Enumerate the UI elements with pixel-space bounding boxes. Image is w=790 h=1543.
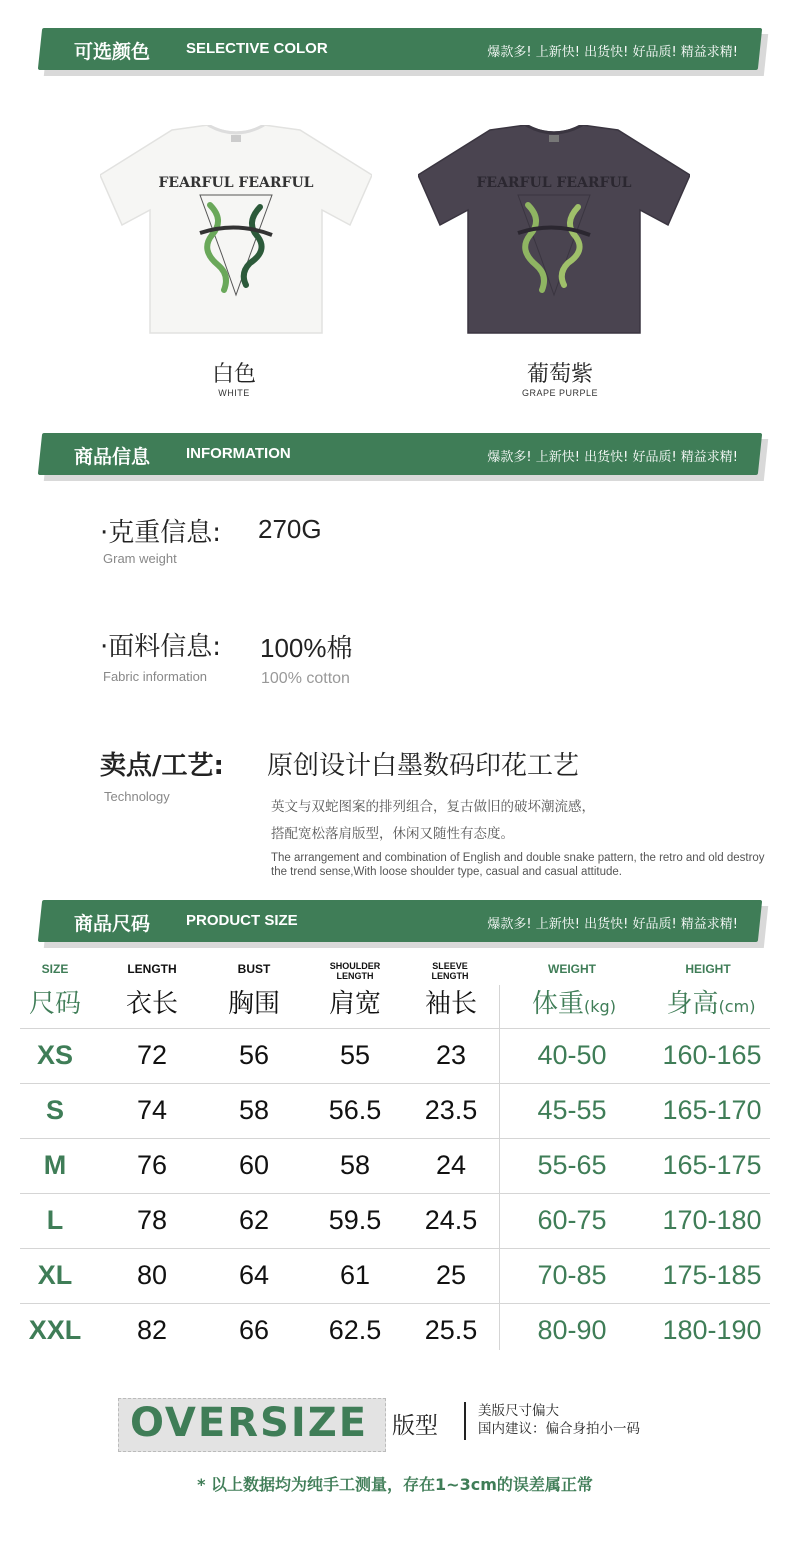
cell-sleeve: 24.5 — [424, 1205, 478, 1235]
row-divider — [20, 1303, 770, 1304]
banner-title-cn: 商品信息 — [74, 446, 151, 468]
row-divider — [20, 1028, 770, 1029]
cell-weight: 70-85 — [537, 1260, 607, 1290]
banner-title-cn: 商品尺码 — [74, 913, 151, 935]
row-divider — [20, 1193, 770, 1194]
cell-shoulder: 56.5 — [328, 1095, 382, 1125]
column-divider — [499, 985, 500, 1350]
cell-weight: 60-75 — [537, 1205, 607, 1235]
fit-note-line-1: 美版尺寸偏大 — [478, 1403, 559, 1419]
fit-divider — [464, 1402, 466, 1440]
header-shoulder-cn: 肩宽 — [328, 989, 381, 1019]
header-weight-en: WEIGHT — [548, 962, 596, 976]
cell-height: 160-165 — [662, 1040, 762, 1070]
print-text: FEARFUL FEARFUL — [158, 175, 314, 191]
cell-shoulder: 58 — [339, 1150, 371, 1180]
cell-bust: 58 — [238, 1095, 270, 1125]
cell-shoulder: 62.5 — [328, 1315, 382, 1345]
cell-length: 72 — [136, 1040, 168, 1070]
cell-weight: 45-55 — [537, 1095, 607, 1125]
cell-length: 74 — [136, 1095, 168, 1125]
header-size-cn: 尺码 — [28, 989, 81, 1019]
grape-purple-tshirt-image — [418, 125, 690, 335]
header-bust-cn: 胸围 — [227, 989, 280, 1019]
measurement-footnote: * 以上数据均为纯手工测量，存在1~3cm的误差属正常 — [197, 1475, 593, 1494]
weight-label-en: Gram weight — [103, 551, 177, 566]
banner-title-en: INFORMATION — [186, 445, 291, 462]
header-shoulder-en: SHOULDER LENGTH — [329, 961, 381, 981]
header-height-cn: 身高(cm) — [666, 989, 756, 1019]
cell-shoulder: 59.5 — [328, 1205, 382, 1235]
cell-size: L — [46, 1205, 64, 1235]
cell-bust: 66 — [238, 1315, 270, 1345]
cell-length: 82 — [136, 1315, 168, 1345]
banner-title-en: PRODUCT SIZE — [186, 912, 298, 929]
white-tshirt-image — [100, 125, 372, 335]
technology-label-en: Technology — [104, 789, 170, 804]
cell-size: M — [43, 1150, 67, 1180]
fabric-label-en: Fabric information — [103, 669, 208, 684]
fabric-value-en: 100% cotton — [261, 670, 350, 687]
banner-slogan: 爆款多! 上新快! 出货快! 好品质! 精益求精! — [487, 917, 738, 932]
cell-length: 76 — [136, 1150, 168, 1180]
fit-label: 版型 — [392, 1413, 438, 1439]
color-name-white-en: WHITE — [218, 388, 250, 398]
print-text: FEARFUL FEARFUL — [476, 175, 632, 191]
section-banner-color — [40, 28, 760, 70]
cell-shoulder: 61 — [339, 1260, 371, 1290]
cell-size: XS — [36, 1040, 74, 1070]
fit-note — [478, 1402, 640, 1438]
header-height-en: HEIGHT — [685, 962, 731, 976]
fabric-label: ·面料信息: — [100, 632, 222, 662]
color-name-purple-en: GRAPE PURPLE — [521, 388, 599, 398]
cell-size: XL — [37, 1260, 73, 1290]
cell-shoulder: 55 — [339, 1040, 371, 1070]
header-bust-en: BUST — [237, 962, 271, 976]
fabric-value: 100%棉 — [260, 633, 353, 663]
technology-value: 原创设计白墨数码印花工艺 — [267, 751, 580, 781]
cell-sleeve: 24 — [435, 1150, 467, 1180]
section-banner-info — [40, 433, 760, 475]
header-sleeve-en: SLEEVE LENGTH — [431, 961, 469, 981]
banner-slogan: 爆款多! 上新快! 出货快! 好品质! 精益求精! — [487, 45, 738, 60]
technology-desc-cn-2: 搭配宽松落肩版型，休闲又随性有态度。 — [271, 826, 514, 842]
technology-label: 卖点/工艺: — [100, 751, 224, 781]
cell-sleeve: 23.5 — [424, 1095, 478, 1125]
cell-bust: 64 — [238, 1260, 270, 1290]
color-name-purple: 葡萄紫 — [526, 362, 593, 387]
weight-label: ·克重信息: — [100, 518, 222, 548]
banner-slogan: 爆款多! 上新快! 出货快! 好品质! 精益求精! — [487, 450, 738, 465]
section-banner-size — [40, 900, 760, 942]
oversize-badge: OVERSIZE — [130, 1400, 369, 1446]
cell-weight: 80-90 — [537, 1315, 607, 1345]
header-weight-cn: 体重(kg) — [532, 989, 616, 1019]
cell-sleeve: 23 — [435, 1040, 467, 1070]
cell-length: 78 — [136, 1205, 168, 1235]
cell-height: 175-185 — [662, 1260, 762, 1290]
cell-bust: 56 — [238, 1040, 270, 1070]
row-divider — [20, 1083, 770, 1084]
cell-bust: 60 — [238, 1150, 270, 1180]
header-length-cn: 衣长 — [125, 989, 178, 1019]
cell-height: 165-175 — [662, 1150, 762, 1180]
color-name-white: 白色 — [211, 362, 256, 387]
header-length-en: LENGTH — [127, 962, 177, 976]
technology-desc-en: The arrangement and combination of English and double snake pattern, the retro and old destroy the trend sense,With loose shoulder type, casual and casual attitude. — [271, 852, 765, 878]
header-sleeve-cn: 袖长 — [424, 989, 477, 1019]
weight-value: 270G — [258, 514, 322, 544]
cell-weight: 40-50 — [537, 1040, 607, 1070]
row-divider — [20, 1138, 770, 1139]
cell-sleeve: 25.5 — [424, 1315, 478, 1345]
cell-length: 80 — [136, 1260, 168, 1290]
cell-sleeve: 25 — [435, 1260, 467, 1290]
cell-height: 180-190 — [662, 1315, 762, 1345]
fit-note-line-2: 国内建议：偏合身拍小一码 — [478, 1421, 640, 1437]
header-size-en: SIZE — [41, 962, 69, 976]
cell-weight: 55-65 — [537, 1150, 607, 1180]
cell-height: 165-170 — [662, 1095, 762, 1125]
cell-bust: 62 — [238, 1205, 270, 1235]
cell-height: 170-180 — [662, 1205, 762, 1235]
technology-desc-cn-1: 英文与双蛇图案的排列组合，复古做旧的破坏潮流感， — [271, 799, 595, 815]
cell-size: S — [45, 1095, 64, 1125]
banner-title-en: SELECTIVE COLOR — [186, 40, 328, 57]
row-divider — [20, 1248, 770, 1249]
banner-title-cn: 可选颜色 — [74, 41, 151, 63]
cell-size: XXL — [28, 1315, 82, 1345]
